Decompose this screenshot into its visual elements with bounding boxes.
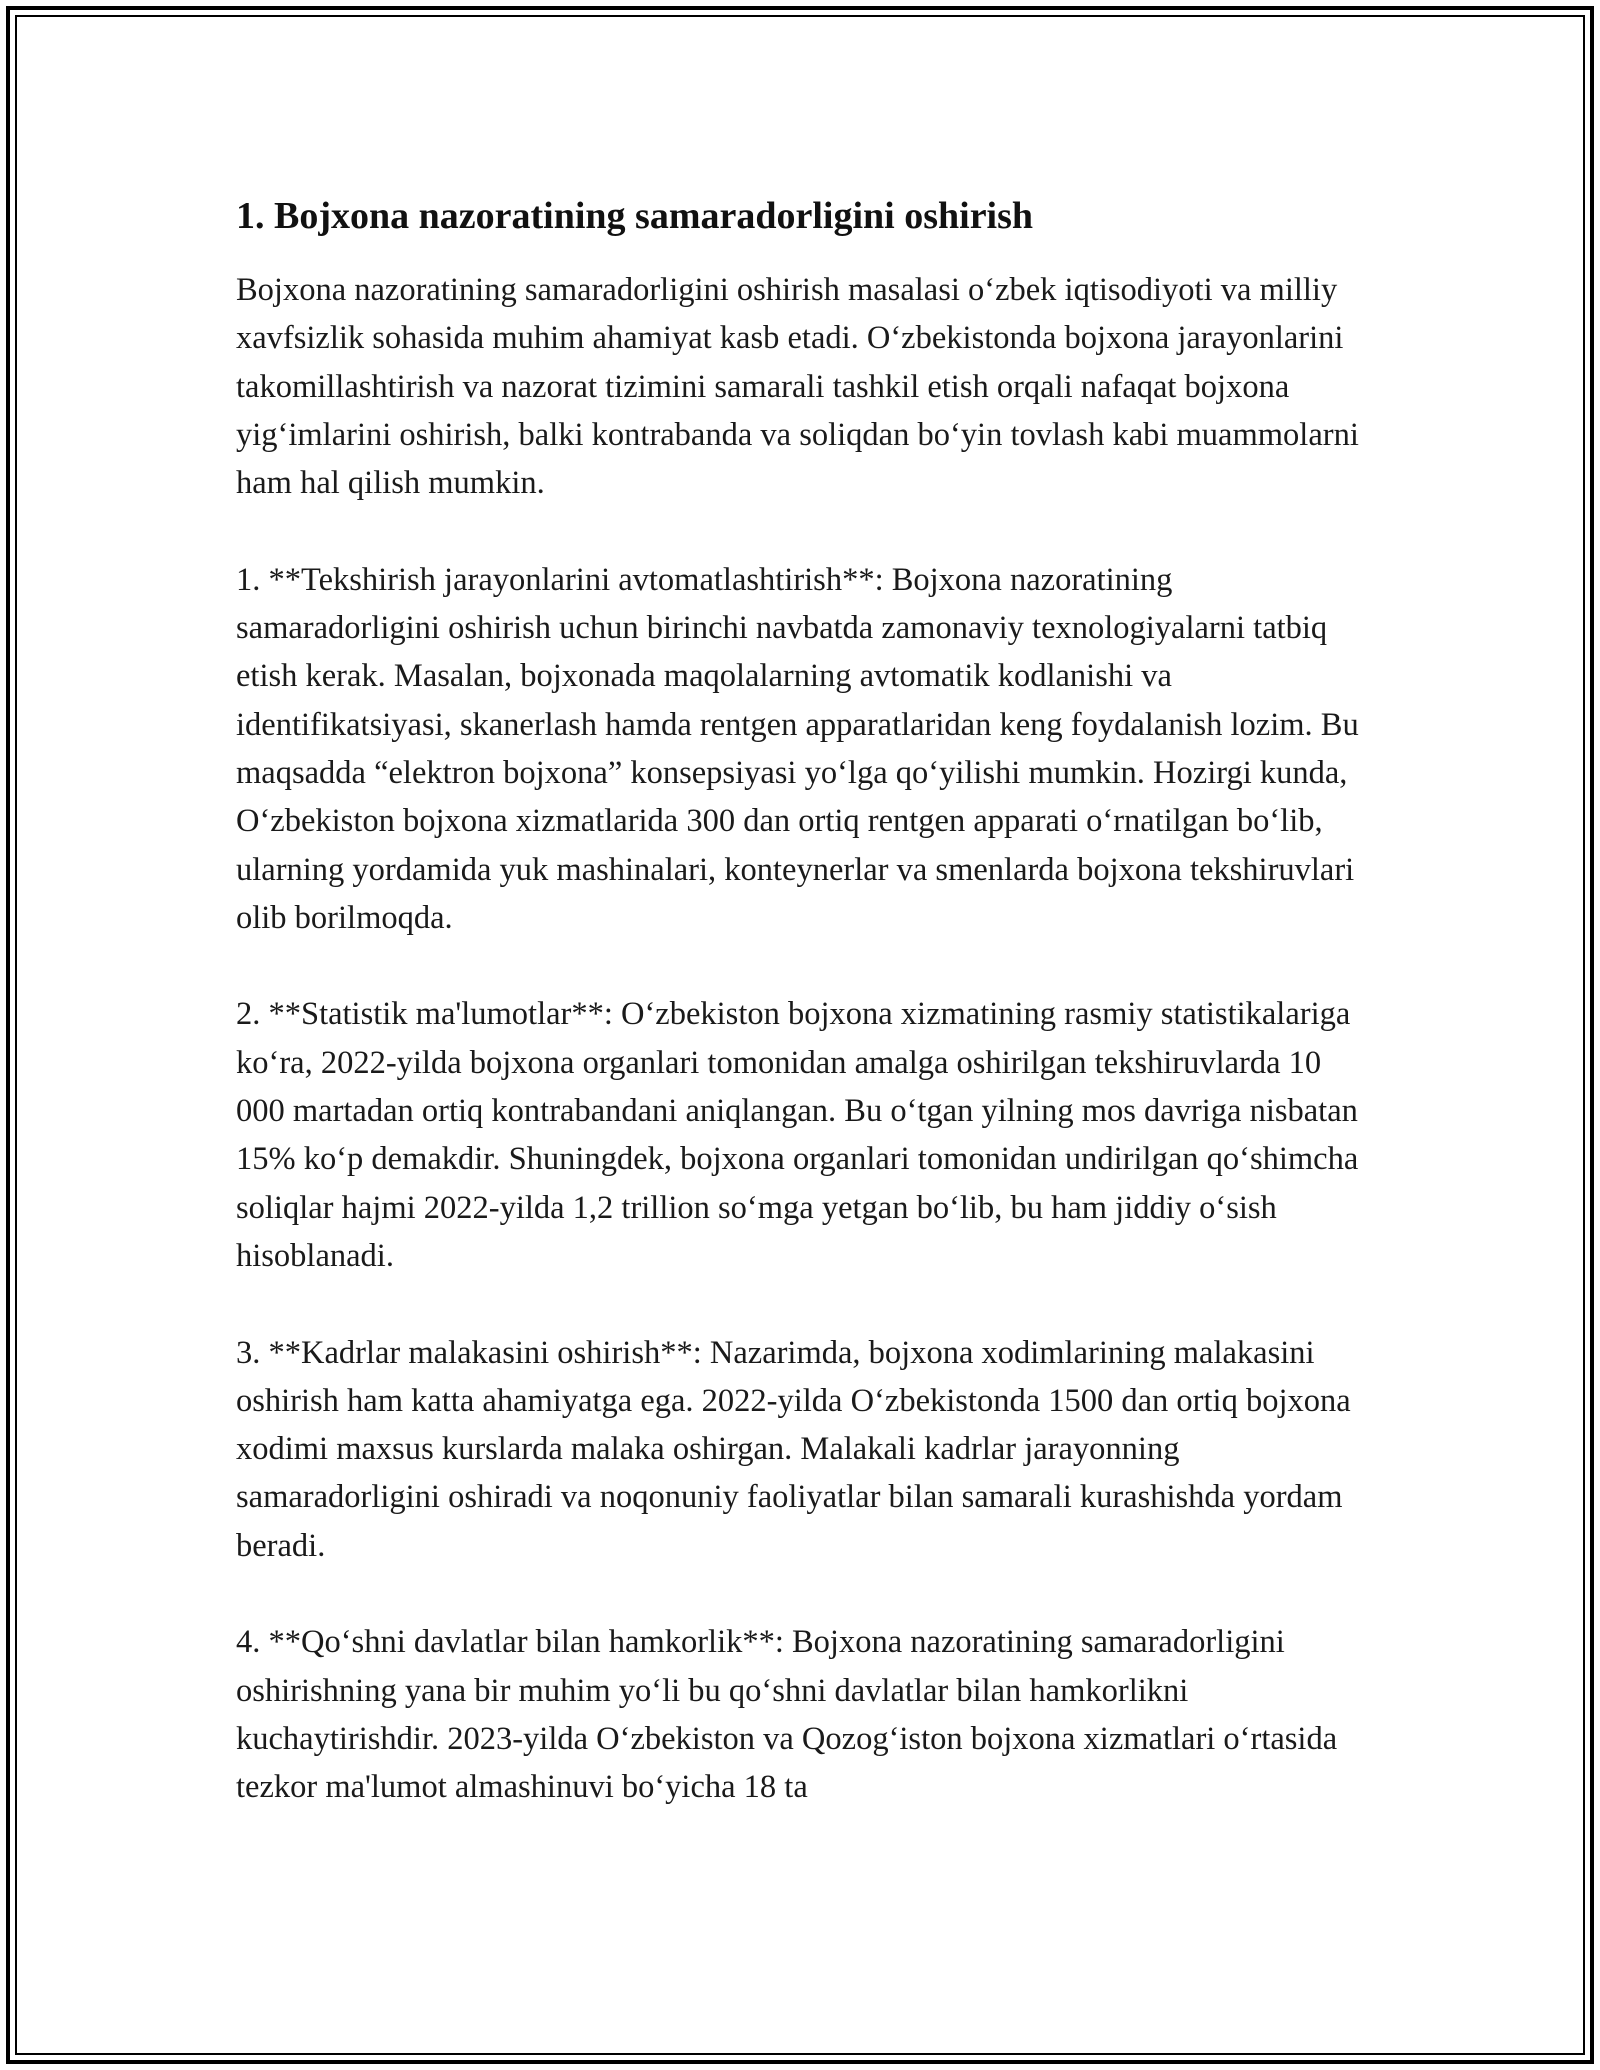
- document-title: 1. Bojxona nazoratining samaradorligini oshirish: [236, 195, 1034, 237]
- paragraph-statistics: 2. **Statistik ma'lumotlar**: Oʻzbekiston bojxona xizmatining rasmiy statistikalariga koʻra, 2022-yilda bojxona organlari tomonidan amalga oshirilgan tekshiruvlarda 10 000 martadan ortiq kontrabandani aniqlangan. Bu oʻtgan yilning mos davriga nisbatan 15% koʻp demakdir. Shuningdek, bojxona organlari tomonidan undirilgan qoʻshimcha soliqlar hajmi 2022-yilda 1,2 trillion soʻmga yetgan boʻlib, bu ham jiddiy oʻsish hisoblanadi.: [236, 996, 1359, 1274]
- document-body: [236, 188, 1376, 1860]
- paragraph-cooperation: 4. **Qoʻshni davlatlar bilan hamkorlik**: Bojxona nazoratining samaradorligini oshirishning yana bir muhim yoʻli bu qoʻshni davlatlar bilan hamkorlikni kuchaytirishdir. 2023-yilda Oʻzbekiston va Qozogʻiston bojxona xizmatlari oʻrtasida tezkor ma'lumot almashinuvi boʻyicha 18 ta: [236, 1624, 1338, 1806]
- paragraph-staff-training: 3. **Kadrlar malakasini oshirish**: Nazarimda, bojxona xodimlarining malakasini oshirish ham katta ahamiyatga ega. 2022-yilda Oʻzbekistonda 1500 dan ortiq bojxona xodimi maxsus kurslarda malaka oshirgan. Malakali kadrlar jarayonning samaradorligini oshiradi va noqonuniy faoliyatlar bilan samarali kurashishda yordam beradi.: [236, 1334, 1351, 1564]
- paragraph-automation: 1. **Tekshirish jarayonlarini avtomatlashtirish**: Bojxona nazoratining samaradorligini oshirish uchun birinchi navbatda zamonaviy texnologiyalarni tatbiq etish kerak. Masalan, bojxonada maqolalarning avtomatik kodlanishi va identifikatsiyasi, skanerlash hamda rentgen apparatlaridan keng foydalanish lozim. Bu maqsadda “elektron bojxona” konsepsiyasi yoʻlga qoʻyilishi mumkin. Hozirgi kunda, Oʻzbekiston bojxona xizmatlarida 300 dan ortiq rentgen apparati oʻrnatilgan boʻlib, ularning yordamida yuk mashinalari, konteynerlar va smenlarda bojxona tekshiruvlari olib borilmoqda.: [236, 561, 1359, 936]
- paragraph-intro: Bojxona nazoratining samaradorligini oshirish masalasi oʻzbek iqtisodiyoti va milliy xavfsizlik sohasida muhim ahamiyat kasb etadi. Oʻzbekistonda bojxona jarayonlarini takomillashtirish va nazorat tizimini samarali tashkil etish orqali nafaqat bojxona yigʻimlarini oshirish, balki kontrabanda va soliqdan boʻyin tovlash kabi muammolarni ham hal qilish mumkin.: [236, 272, 1359, 502]
